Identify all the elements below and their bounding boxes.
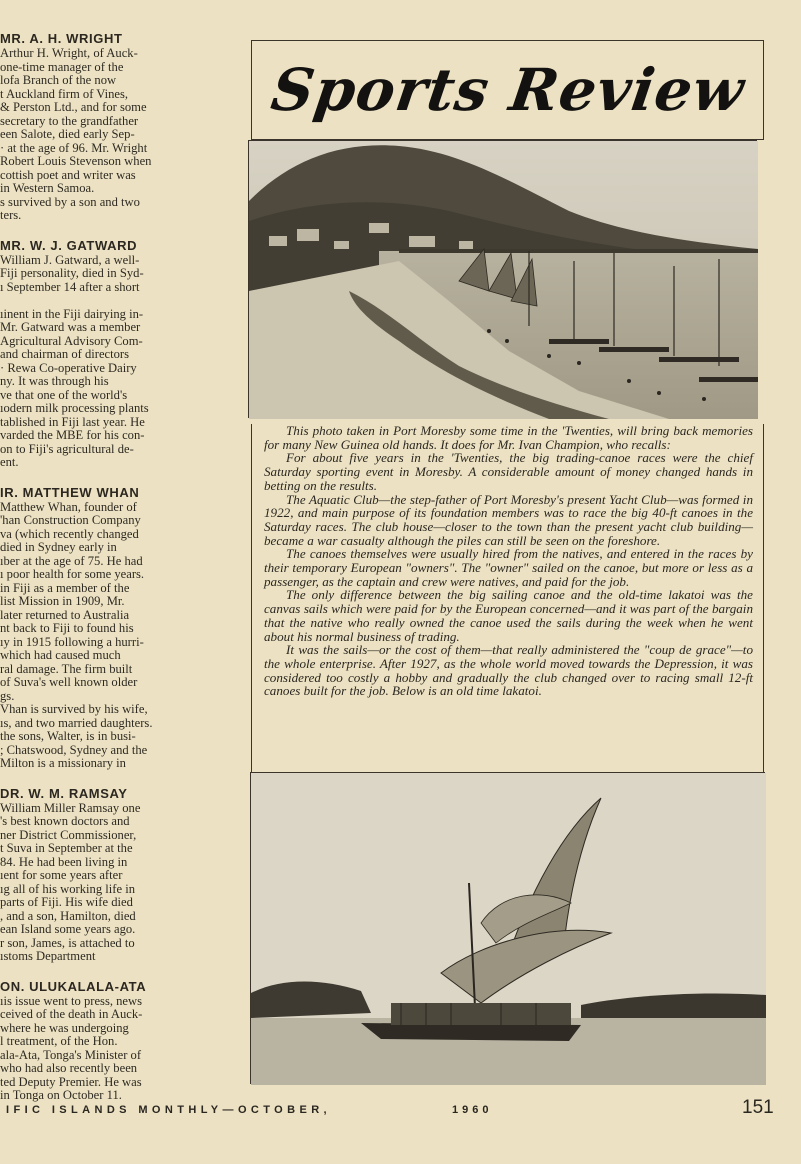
obituary-line: s survived by a son and two [0,194,140,209]
obituary-line: Milton is a missionary in [0,756,126,770]
obituary-line: Mr. Gatward was a member [0,320,141,334]
obituary-line: secretary to the grandfather [0,113,139,128]
obituary-line: lofa Branch of the now [0,73,117,87]
lakatoi-image [251,773,766,1085]
obituary-line: ceived of the death in Auck- [0,1007,143,1021]
obituary-line: William Miller Ramsay one [0,800,141,815]
obituary-line: nt back to Fiji to found his [0,621,134,635]
obituary-line: Robert Louis Stevenson when [0,154,152,168]
obituary-heading: MR. W. J. GATWARD [0,237,138,253]
obituary-heading: IR. MATTHEW WHAN [0,484,140,500]
obituary-line: Matthew Whan, founder of [0,499,137,514]
obituary-line: ıg all of his working life in [0,881,136,896]
lakatoi-photo [250,772,765,1084]
obituary-line: ıber at the age of 75. He had [0,553,143,568]
obituary-line: ıinent in the Fiji dairying in- [0,306,144,321]
spacer [0,223,212,237]
page-number: 151 [742,1097,774,1118]
obituary-line: ny. It was through his [0,374,109,388]
obituary-line: in Western Samoa. [0,181,95,195]
obituary-line: · at the age of 96. Mr. Wright [0,140,148,155]
obituary-line: on to Fiji's agricultural de- [0,441,134,456]
obituary-line: which had caused much [0,648,121,662]
obituary-line: list Mission in 1909, Mr. [0,594,125,608]
obituary-line: ala-Ata, Tonga's Minister of [0,1047,142,1062]
obituary-line: and chairman of directors [0,347,130,361]
obituary-line: ı poor health for some years. [0,567,145,581]
obituary-line: varded the MBE for his con- [0,428,145,442]
obituary-line: William J. Gatward, a well- [0,252,140,267]
page-footer [0,1097,801,1122]
obituary-line: ral damage. The firm built [0,661,133,676]
obituary-line: died in Sydney early in [0,540,117,554]
obituary [0,470,212,771]
obituary-line: r son, James, is attached to [0,935,135,950]
obituary-line: t Suva in September at the [0,841,133,855]
obituary-line: cottish poet and writer was [0,167,136,182]
obituary-line: & Perston Ltd., and for some [0,100,147,114]
caption-paragraph: It was the sails—or the cost of them—that really administered the "coup de grace"—to the whole enterprise. After 1927, as the whole world moved towards the Depression, it was considered too costly a hobby and gradually the club changed over to racing small 12-ft canoes built for the job. Below is an old time lakatoi. [264,642,753,699]
obituary-line: in Fiji as a member of the [0,580,130,595]
obituary-line: ıy in 1915 following a hurri- [0,634,144,649]
section-title: Sports Review [266,56,749,124]
harbour-scene-image [249,141,758,419]
obituary-line: 84. He had been living in [0,854,128,869]
publication-name: IFIC ISLANDS MONTHLY—OCTOBER, [6,1104,331,1116]
obituary-line: ner District Commissioner, [0,827,137,842]
obituary-heading: DR. W. M. RAMSAY [0,785,128,801]
obituary-line: tablished in Fiji last year. He [0,414,145,429]
obituary-line: gs. [0,688,15,703]
obituary-line: ıstoms Department [0,949,96,963]
obituary-line: the sons, Walter, is in busi- [0,729,136,743]
spacer [0,470,212,484]
obituary-line: ean Island some years ago. [0,922,136,936]
obituary-line: ve that one of the world's [0,387,128,402]
caption-paragraph: This photo taken in Port Moresby some time in the 'Twenties, will bring back memories for many New Guinea old hands. It does for Mr. Ivan Champion, who recalls: [264,423,753,452]
obituary-line: 'han Construction Company [0,513,141,527]
obituary-line: Arthur H. Wright, of Auck- [0,46,138,60]
obituary-line: of Suva's well known older [0,675,138,689]
sports-review-title-box [251,40,764,140]
obituary-line: where he was undergoing [0,1020,129,1035]
caption-paragraph: For about five years in the 'Twenties, the big trading-canoe races were the chief Saturday sporting event in Moresby. A considerable amount of money changed hands in betting on the results. [264,450,753,493]
obituary-line: ted Deputy Premier. He was [0,1074,142,1089]
obituary-line: parts of Fiji. His wife died [0,895,133,909]
obituary-line: one-time manager of the [0,59,124,74]
obituary-line: in Tonga on October 11. [0,1088,122,1102]
obituary-line: , and a son, Hamilton, died [0,908,136,923]
obituary-line: later returned to Australia [0,607,130,622]
obituary-line: Vhan is survived by his wife, [0,702,148,716]
spacer [0,964,212,978]
obituary-line: va (which recently changed [0,526,139,541]
obituaries-column [0,30,212,1102]
obituary-line: Agricultural Advisory Com- [0,333,143,348]
obituary-line: ; Chatswood, Sydney and the [0,742,148,757]
obituary-line: who had also recently been [0,1061,138,1075]
obituary-heading: ON. ULUKALALA-ATA [0,978,147,994]
obituary-line: ıent for some years after [0,868,123,882]
obituary-line: een Salote, died early Sep- [0,127,135,141]
publication-year: 1960 [452,1104,493,1116]
obituary-line: ıodern milk processing plants [0,401,149,415]
spacer [0,771,212,785]
obituary [0,771,212,964]
obituary-heading: MR. A. H. WRIGHT [0,31,123,46]
obituary-line: ı September 14 after a short [0,279,140,294]
obituary-line: Fiji personality, died in Syd- [0,266,144,280]
caption-paragraph: The only difference between the big sailing canoe and the old-time lakatoi was the canvas sails which were paid for by the European concerned—and it was part of the bargain that the native who really owned the canoe used the sails during the week when he went about his normal business of trading. [264,587,753,644]
obituary-line: t Auckland firm of Vines, [0,86,129,101]
photo-caption [251,424,764,772]
obituary [0,964,212,1103]
obituary-line: ıis issue went to press, news [0,993,143,1008]
caption-paragraph: The canoes themselves were usually hired from the natives, and entered in the races by their temporary European "owners". The "owner" sailed on the canoe, but more or less as a passenger, as the captain and crew were natives, and paid for the job. [264,546,753,589]
obituary-line: 's best known doctors and [0,814,130,828]
obituary-line: ıs, and two married daughters. [0,715,153,730]
obituary-line: ters. [0,208,22,222]
caption-paragraph: The Aquatic Club—the step-father of Port Moresby's present Yacht Club—was formed in 1922, and main purpose of its foundation members was to race the big 40-ft canoes in the Saturday races. The club house—closer to the town than the present yacht club building—became a war casualty although the piles can still be seen on the foreshore. [264,491,753,548]
obituary [0,30,212,223]
port-moresby-photo [248,140,757,418]
obituary-line: · Rewa Co-operative Dairy [0,360,137,375]
obituary-line: l treatment, of the Hon. [0,1034,118,1048]
sports-review-section [251,40,766,1090]
obituary-line [0,294,212,308]
obituary [0,223,212,470]
obituary-line: ent. [0,455,19,469]
